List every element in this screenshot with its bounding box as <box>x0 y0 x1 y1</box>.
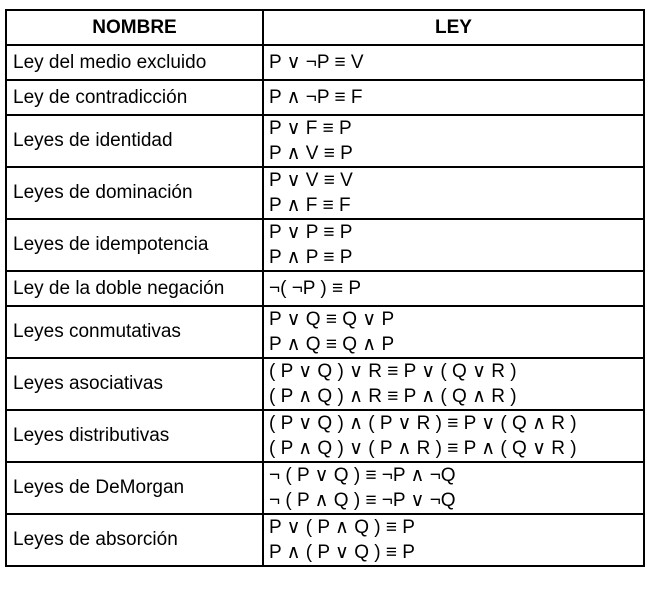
law-formula <box>263 271 644 306</box>
table-row <box>6 462 644 514</box>
formula-line: P ∧ ( P ∨ Q ) ≡ P <box>269 542 415 563</box>
table-row <box>6 514 644 566</box>
formula-line: P ∨ V ≡ V <box>269 170 353 191</box>
law-name: Ley del medio excluido <box>6 45 263 80</box>
header-law: LEY <box>263 10 644 45</box>
law-formula <box>263 115 644 167</box>
table-row <box>6 167 644 219</box>
law-formula <box>263 410 644 462</box>
law-formula <box>263 80 644 115</box>
formula-line: P ∨ Q ≡ Q ∨ P <box>269 309 395 330</box>
table-row <box>6 45 644 80</box>
formula-line: ( P ∧ Q ) ∧ R ≡ P ∧ ( Q ∧ R ) <box>269 386 517 407</box>
formula-line: ¬ ( P ∨ Q ) ≡ ¬P ∧ ¬Q <box>269 465 456 486</box>
table-row <box>6 219 644 271</box>
formula-line: ¬ ( P ∧ Q ) ≡ ¬P ∨ ¬Q <box>269 490 456 511</box>
law-formula <box>263 219 644 271</box>
header-name: NOMBRE <box>6 10 263 45</box>
law-name: Leyes asociativas <box>6 358 263 410</box>
logic-laws-table <box>5 9 645 567</box>
formula-line: P ∨ ( P ∧ Q ) ≡ P <box>269 517 415 538</box>
formula-line: P ∨ F ≡ P <box>269 118 352 139</box>
law-name: Leyes de dominación <box>6 167 263 219</box>
law-formula <box>263 462 644 514</box>
table-row <box>6 306 644 358</box>
law-formula <box>263 358 644 410</box>
header-row <box>6 10 644 45</box>
table-row <box>6 115 644 167</box>
law-name: Leyes de identidad <box>6 115 263 167</box>
table-row <box>6 410 644 462</box>
table-row <box>6 80 644 115</box>
formula-line: P ∧ V ≡ P <box>269 143 353 164</box>
law-formula <box>263 306 644 358</box>
formula-line: P ∧ F ≡ F <box>269 195 351 216</box>
law-name: Leyes conmutativas <box>6 306 263 358</box>
formula-line: ( P ∨ Q ) ∨ R ≡ P ∨ ( Q ∨ R ) <box>269 361 517 382</box>
law-name: Leyes distributivas <box>6 410 263 462</box>
formula-line: P ∧ ¬P ≡ F <box>269 87 363 108</box>
law-name: Ley de contradicción <box>6 80 263 115</box>
formula-line: ( P ∧ Q ) ∨ ( P ∧ R ) ≡ P ∧ ( Q ∨ R ) <box>269 438 577 459</box>
formula-line: P ∨ ¬P ≡ V <box>269 52 364 73</box>
formula-line: P ∨ P ≡ P <box>269 222 353 243</box>
formula-line: P ∧ P ≡ P <box>269 247 353 268</box>
law-formula <box>263 167 644 219</box>
formula-line: ¬( ¬P ) ≡ P <box>269 278 362 299</box>
law-name: Leyes de DeMorgan <box>6 462 263 514</box>
law-name: Ley de la doble negación <box>6 271 263 306</box>
law-name: Leyes de idempotencia <box>6 219 263 271</box>
law-formula <box>263 514 644 566</box>
table-row <box>6 358 644 410</box>
law-formula <box>263 45 644 80</box>
table-row <box>6 271 644 306</box>
formula-line: ( P ∨ Q ) ∧ ( P ∨ R ) ≡ P ∨ ( Q ∧ R ) <box>269 413 577 434</box>
law-name: Leyes de absorción <box>6 514 263 566</box>
formula-line: P ∧ Q ≡ Q ∧ P <box>269 334 395 355</box>
